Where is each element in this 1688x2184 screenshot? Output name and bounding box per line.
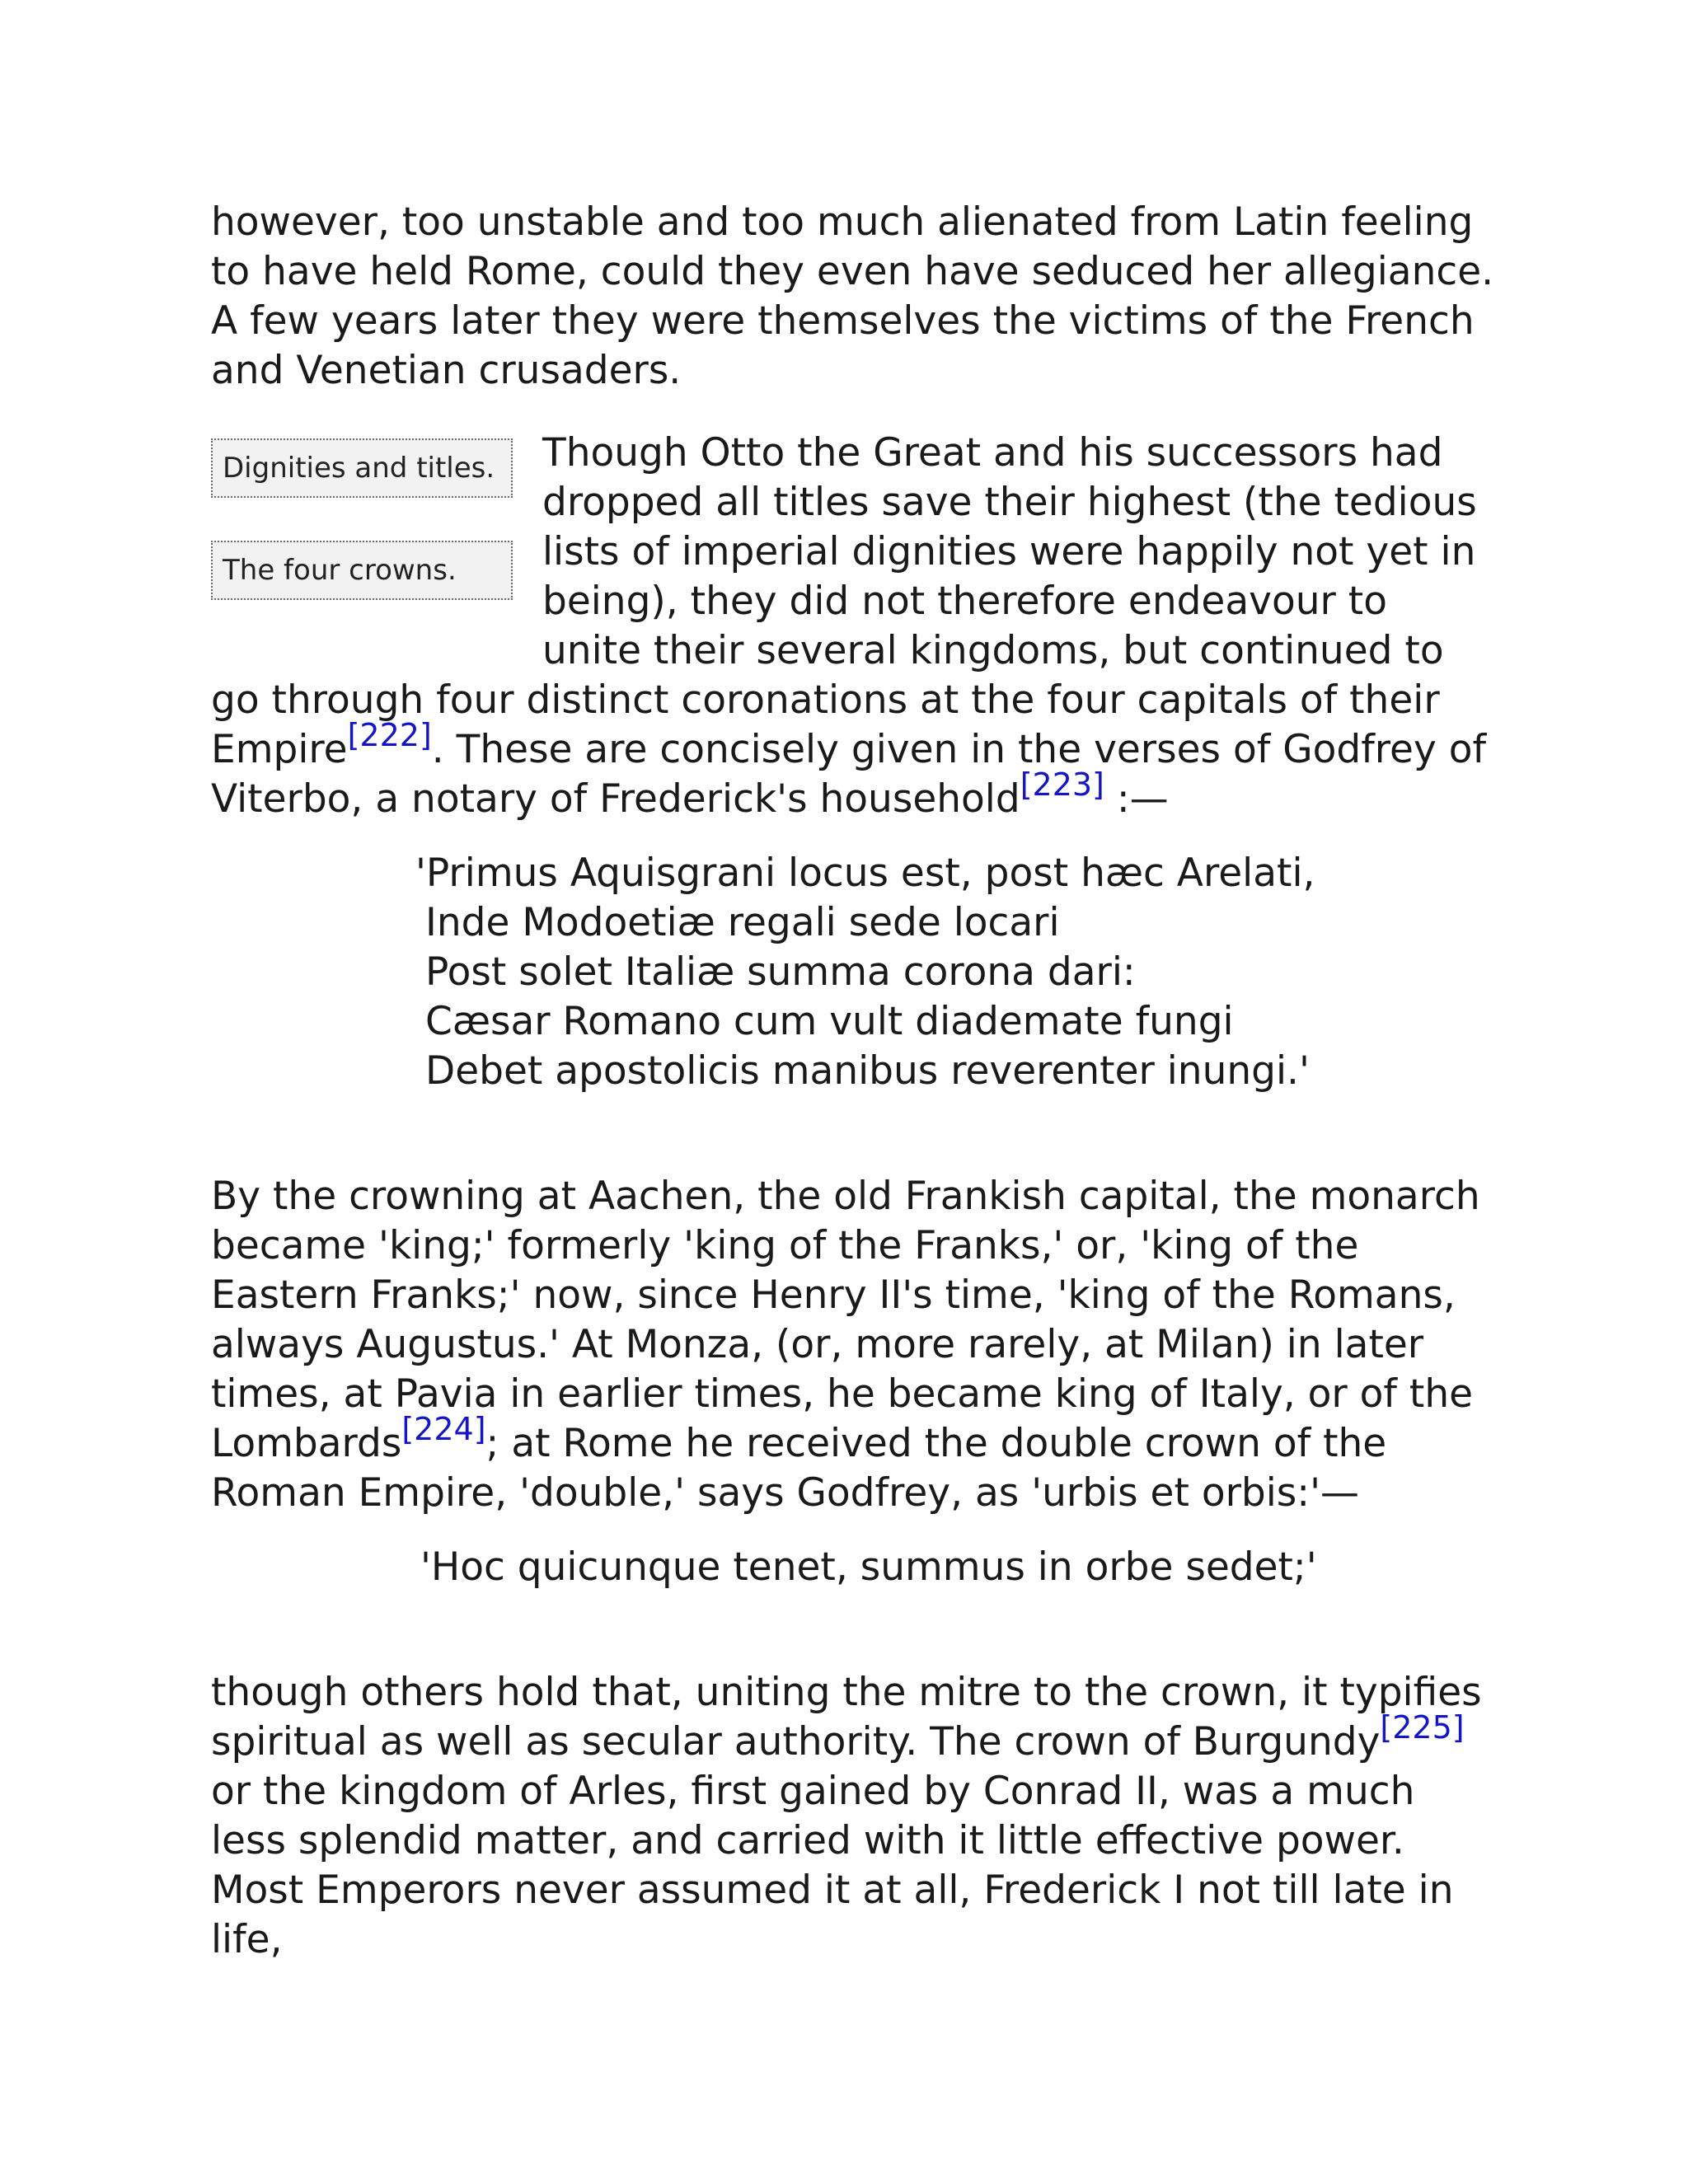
book-page [211,198,1497,1965]
verse-block-1 [415,849,1497,1096]
paragraph-2-text-b: . These are concisely given in the verses of Godfrey of Viterbo, a notary of Frederick's household [211,727,1487,822]
verse-line: 'Primus Aquisgrani locus est, post hæc Arelati, [415,851,1315,896]
sidenote-the-four-crowns: The four crowns. [211,541,513,600]
verse-block-2 [420,1543,1497,1592]
paragraph-1: however, too unstable and too much alienated from Latin feeling to have held Rome, could they even have seduced her allegiance. A few years later they were themselves the victims of the French and Venetian crusaders. [211,199,1494,393]
sidenote-dignities-and-titles: Dignities and titles. [211,438,513,498]
footnote-link-223[interactable]: [223] [1020,766,1104,803]
paragraph-2-text-c: :— [1104,776,1169,822]
footnote-link-224[interactable]: [224] [401,1411,486,1447]
verse-line: 'Hoc quicunque tenet, summus in orbe sedet;' [420,1544,1317,1590]
verse-line: Inde Modoetiæ regali sede locari [425,900,1060,945]
verse-line: Cæsar Romano cum vult diademate fungi [425,999,1234,1044]
footnote-link-225[interactable]: [225] [1380,1709,1465,1746]
paragraph-4-text-a: though others hold that, uniting the mitre to the crown, it typifies spiritual as well as secular authority. The crown of Burgundy [211,1670,1482,1765]
paragraph-4-text-b: or the kingdom of Arles, first gained by Conrad II, was a much less splendid matter, and carried with it little effective power. Most Emperors never assumed it at all, Frederick I not till late in life, [211,1769,1454,1962]
sidenote-column [211,438,513,643]
footnote-link-222[interactable]: [222] [347,717,432,753]
verse-line: Post solet Italiæ summa corona dari: [425,949,1136,995]
paragraph-4 [211,1668,1497,1965]
verse-line: Debet apostolicis manibus reverenter inungi.' [425,1048,1310,1094]
paragraph-2-text-a: Though Otto the Great and his successors had dropped all titles save their highest (the tedious lists of imperial dignities were happily not yet in being), they did not therefore endeavour to unite their several kingdoms, but continued to go through four distinct coronations at the four capitals of their Empire [211,430,1477,772]
paragraph-3 [211,1172,1497,1518]
paragraph-3-text-a: By the crowning at Aachen, the old Frankish capital, the monarch became 'king;' formerly 'king of the Franks,' or, 'king of the Eastern Franks;' now, since Henry II's time, 'king of the Romans, always Augustus.' At Monza, (or, more rarely, at Milan) in later times, at Pavia in earlier times, he became king of Italy, or of the Lombards [211,1174,1480,1466]
paragraph-3-text-b: ; at Rome he received the double crown of the Roman Empire, 'double,' says Godfrey, as 'urbis et orbis:'— [211,1421,1387,1516]
